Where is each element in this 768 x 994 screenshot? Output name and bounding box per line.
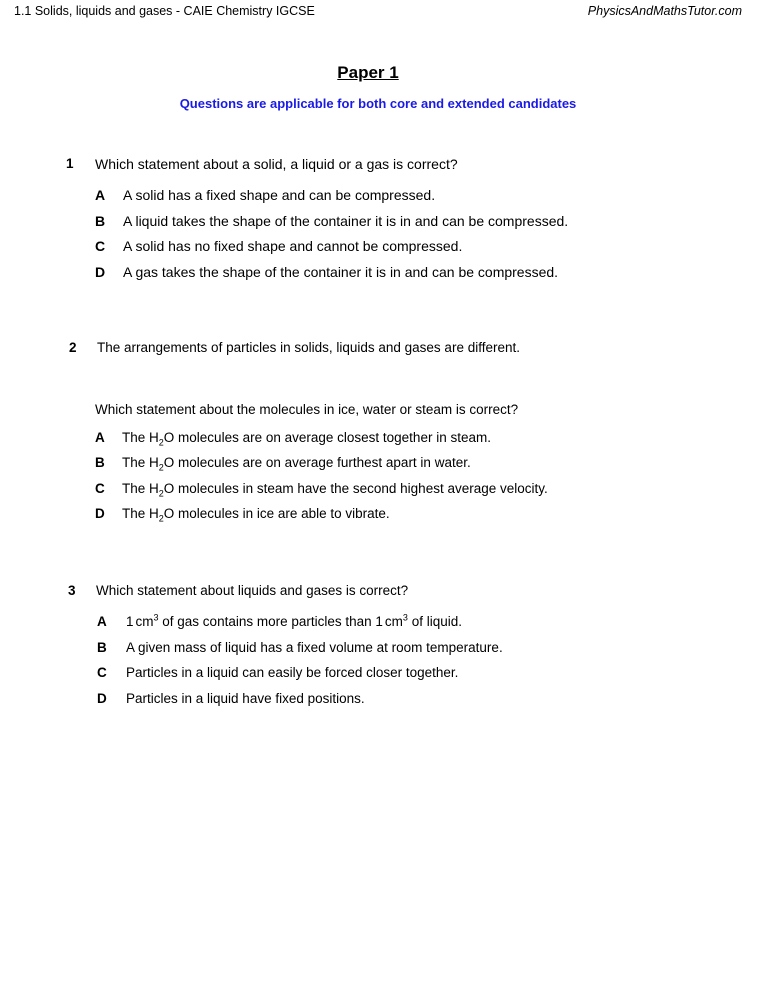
text-post: molecules in steam have the second highest average velocity. [174,481,548,496]
option-text: A liquid takes the shape of the container it is in and can be compressed. [123,213,569,229]
text-post: molecules are on average closest together in steam. [174,430,491,445]
option-letter: A [95,187,106,203]
question-1-text: Which statement about a solid, a liquid or a gas is correct? [95,156,458,172]
option-text: Particles in a liquid have fixed positions. [126,691,365,706]
option-letter: D [97,691,107,706]
question-2-intro: The arrangements of particles in solids, liquids and gases are different. [97,340,520,355]
text-pre: The [122,481,150,496]
question-1-number: 1 [66,156,74,171]
text-mid: of gas contains more particles than [158,614,376,629]
option-text [122,481,548,499]
option-letter: B [95,455,105,470]
page-title: Paper 1 [337,63,399,82]
header-site: PhysicsAndMathsTutor.com [587,4,742,18]
option-text [122,430,491,448]
question-3-text: Which statement about liquids and gases is correct? [96,583,409,598]
option-letter: D [95,264,106,280]
option-text: A gas takes the shape of the container it is in and can be compressed. [123,264,559,280]
option-text: A solid has a fixed shape and can be compressed. [123,187,436,203]
formula-o: O [163,506,175,521]
unit-superscript: 3 [402,612,408,623]
formula-subscript: 2 [158,437,164,448]
formula-o: O [163,455,175,470]
formula-subscript: 2 [158,462,164,473]
formula-o: O [163,481,175,496]
formula-o: O [163,430,175,445]
option-letter: A [95,430,105,445]
option-letter: C [97,665,107,680]
option-text: A solid has no fixed shape and cannot be compressed. [123,238,463,254]
text-end: of liquid. [407,614,462,629]
formula-h: H [149,481,159,496]
formula-h: H [149,455,159,470]
option-letter: A [97,614,107,629]
formula-subscript: 2 [158,488,164,499]
option-text [122,455,471,473]
option-letter: B [97,640,107,655]
text-post: molecules are on average furthest apart in water. [174,455,471,470]
text-pre: The [122,455,150,470]
formula-h: H [149,506,159,521]
formula-subscript: 2 [158,513,164,524]
header-topic: 1.1 Solids, liquids and gases - CAIE Chemistry IGCSE [14,4,315,18]
option-text [126,614,462,629]
option-letter: B [95,213,106,229]
text-post: molecules in ice are able to vibrate. [174,506,390,521]
unit-cm: cm [384,614,403,629]
option-letter: C [95,238,106,254]
question-2-text: Which statement about the molecules in ice, water or steam is correct? [95,402,519,417]
formula-h: H [149,430,159,445]
number-2: 1 [375,614,383,629]
unit-cm: cm [135,614,154,629]
option-text: Particles in a liquid can easily be forced closer together. [126,665,459,680]
option-letter: D [95,506,105,521]
option-text: A given mass of liquid has a fixed volume at room temperature. [126,640,503,655]
option-text [122,506,390,524]
text-pre: The [122,506,150,521]
option-letter: C [95,481,105,496]
number-1: 1 [126,614,134,629]
question-2-number: 2 [69,340,77,355]
question-3-number: 3 [68,583,76,598]
page-subtitle: Questions are applicable for both core and extended candidates [179,96,577,111]
unit-superscript: 3 [153,612,159,623]
text-pre: The [122,430,150,445]
